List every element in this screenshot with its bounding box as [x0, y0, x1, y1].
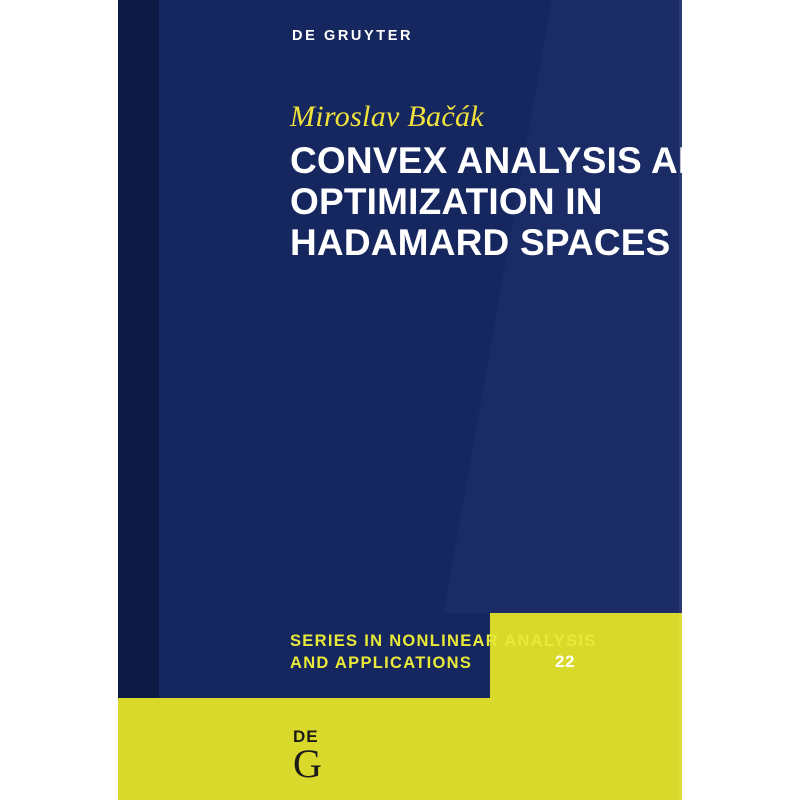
series-number: 22	[555, 652, 575, 671]
publisher-logo-bottom	[293, 727, 322, 786]
series-name: SERIES IN NONLINEAR ANALYSIS AND APPLICATIONS	[290, 632, 597, 672]
author-name: Miroslav Bačák	[290, 100, 484, 133]
page-edge-highlight	[679, 0, 682, 800]
book-title: CONVEX ANALYSIS AND OPTIMIZATION IN HADAMARD SPACES	[290, 140, 732, 263]
book-front-cover	[118, 0, 732, 800]
publisher-logo-top: DE GRUYTER	[292, 28, 414, 44]
cover-shading-wedge	[159, 0, 682, 613]
publisher-logo-de: DE	[293, 727, 319, 746]
publisher-logo-g: G	[293, 741, 322, 786]
blue-notch-spine	[118, 613, 159, 698]
